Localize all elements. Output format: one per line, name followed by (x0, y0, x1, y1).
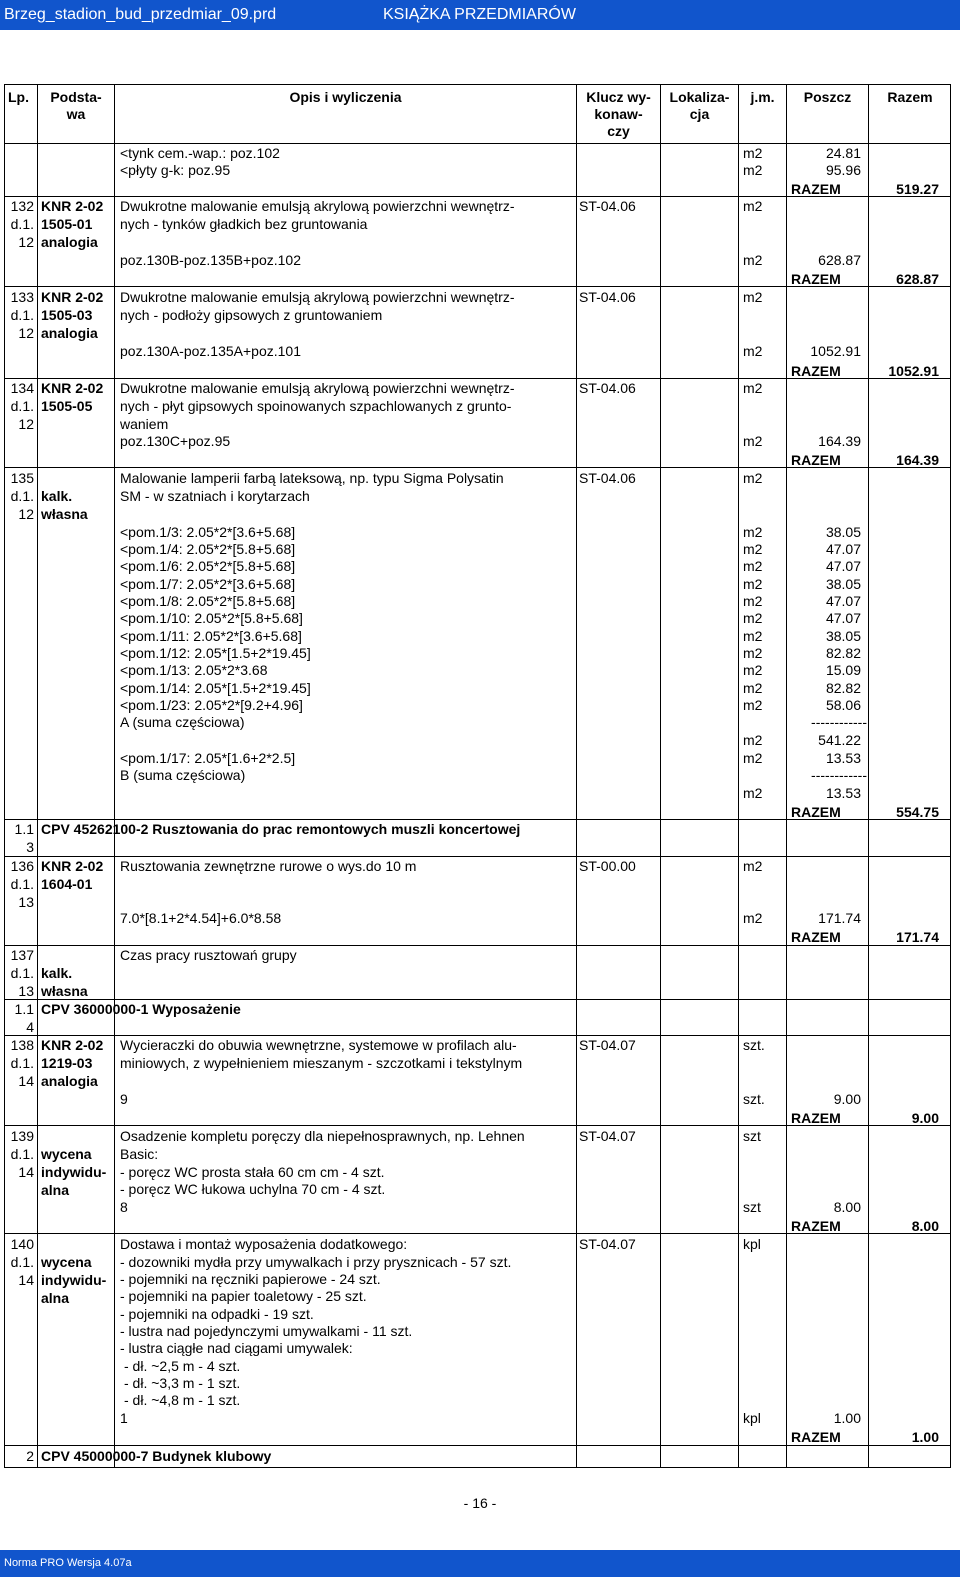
item-description: nych - podłoży gipsowych z gruntowaniem (120, 307, 383, 323)
item-description: Dwukrotne malowanie emulsją akrylową powierzchni wewnętrz- (120, 380, 515, 396)
col-opis: Opis i wyliczenia (289, 89, 402, 105)
unit: m2 (743, 162, 763, 178)
razem-label: RAZEM (791, 452, 841, 468)
item-basis: 1604-01 (41, 876, 93, 892)
unit: m2 (743, 576, 763, 592)
book-title: KSIĄŻKA PRZEDMIARÓW (383, 6, 576, 23)
calc-value: 47.07 (825, 610, 861, 626)
subtotal-value: 541.22 (818, 732, 861, 748)
calc-value: 13.53 (825, 750, 861, 766)
item-basis: KNR 2-02 (41, 1037, 104, 1053)
unit: m2 (743, 610, 763, 626)
item-description: - dł. ~3,3 m - 1 szt. (124, 1375, 241, 1391)
calc-line: <pom.1/8: 2.05*2*[5.8+5.68] (120, 593, 296, 609)
unit: m2 (743, 433, 763, 449)
razem-value: 164.39 (896, 452, 939, 468)
item-basis: analogia (41, 1073, 98, 1089)
unit: m2 (743, 558, 763, 574)
item-number: 140 (10, 1236, 34, 1252)
unit: m2 (743, 343, 763, 359)
item-description: Osadzenie kompletu poręczy dla niepełnosprawnych, np. Lehnen (120, 1128, 525, 1144)
calc-line: <pom.1/14: 2.05*[1.5+2*19.45] (120, 680, 311, 696)
row-divider (4, 1125, 951, 1126)
calc-value: 38.05 (825, 524, 861, 540)
item-basis: alna (41, 1182, 70, 1198)
calc-value: 1052.91 (810, 343, 861, 359)
item-basis: indywidu- (41, 1164, 107, 1180)
item-description: miniowych, z wypełnieniem mieszanym - szczotkami i tekstylnym (120, 1055, 523, 1071)
unit: m2 (743, 252, 763, 268)
item-number: 13 (18, 894, 34, 910)
calc-line: 1 (120, 1410, 128, 1426)
file-name: Brzeg_stadion_bud_przedmiar_09.prd (4, 6, 277, 23)
item-number: 14 (18, 1272, 34, 1288)
calc-line: <pom.1/23: 2.05*2*[9.2+4.96] (120, 697, 303, 713)
item-basis: indywidu- (41, 1272, 107, 1288)
item-key: ST-04.06 (579, 198, 636, 214)
item-description: - lustra ciągłe nad ciągami umywalek: (120, 1340, 353, 1356)
item-number: d.1. (10, 307, 34, 323)
unit: m2 (743, 593, 763, 609)
item-number: d.1. (10, 1146, 34, 1162)
calc-line: poz.130A-poz.135A+poz.101 (120, 343, 301, 359)
col-divider (114, 84, 115, 1468)
item-description: SM - w szatniach i korytarzach (120, 488, 310, 504)
razem-value: 1.00 (911, 1429, 939, 1445)
item-number: d.1. (10, 488, 34, 504)
item-description: Dostawa i montaż wyposażenia dodatkowego: (120, 1236, 408, 1252)
row-divider (4, 999, 951, 1000)
calc-line: <pom.1/6: 2.05*2*[5.8+5.68] (120, 558, 296, 574)
item-number: 14 (18, 1164, 34, 1180)
item-number: 12 (18, 325, 34, 341)
razem-label: RAZEM (791, 929, 841, 945)
razem-value: 8.00 (911, 1218, 939, 1234)
item-description: Czas pracy rusztowań grupy (120, 947, 297, 963)
calc-value: 38.05 (825, 628, 861, 644)
section-number: 3 (26, 839, 34, 855)
unit: m2 (743, 697, 763, 713)
calc-line: <pom.1/7: 2.05*2*[3.6+5.68] (120, 576, 296, 592)
item-basis: wycena (41, 1146, 92, 1162)
razem-value: 519.27 (896, 181, 939, 197)
section-title: CPV 45262100-2 Rusztowania do prac remontowych muszli koncertowej (41, 821, 521, 837)
item-basis: analogia (41, 234, 98, 250)
unit: m2 (743, 198, 763, 214)
calc-value: 82.82 (825, 645, 861, 661)
razem-value: 628.87 (896, 271, 939, 287)
unit: m2 (743, 524, 763, 540)
item-description: - dł. ~2,5 m - 4 szt. (124, 1358, 241, 1374)
item-number: 14 (18, 1073, 34, 1089)
unit: m2 (743, 732, 763, 748)
calc-value: 82.82 (825, 680, 861, 696)
calc-line: <pom.1/17: 2.05*[1.6+2*2.5] (120, 750, 296, 766)
item-basis: własna (41, 506, 88, 522)
item-number: 12 (18, 416, 34, 432)
subtotal-value: 13.53 (825, 785, 861, 801)
calc-value: 164.39 (818, 433, 861, 449)
item-number: d.1. (10, 1055, 34, 1071)
unit: m2 (743, 145, 763, 161)
row-divider (4, 1035, 951, 1036)
col-klucz-1: Klucz wy- (586, 89, 651, 105)
item-key: ST-04.06 (579, 470, 636, 486)
calc-line: <pom.1/4: 2.05*2*[5.8+5.68] (120, 541, 296, 557)
item-description: Dwukrotne malowanie emulsją akrylową powierzchni wewnętrz- (120, 289, 515, 305)
item-number: 137 (10, 947, 34, 963)
razem-label: RAZEM (791, 181, 841, 197)
item-description: waniem (120, 416, 169, 432)
col-podstawa-2: wa (66, 106, 86, 122)
item-number: d.1. (10, 1254, 34, 1270)
section-title: CPV 36000000-1 Wyposażenie (41, 1001, 241, 1017)
row-divider (4, 467, 951, 468)
subtotal-label: A (suma częściowa) (120, 714, 245, 730)
subtotal-dashes: ------------ (811, 767, 867, 783)
razem-value: 554.75 (896, 804, 939, 820)
col-divider (660, 84, 661, 1468)
row-divider (4, 286, 951, 287)
item-number: 12 (18, 234, 34, 250)
unit: m2 (743, 858, 763, 874)
unit: m2 (743, 541, 763, 557)
page-number: - 16 - (463, 1495, 497, 1511)
row-divider (4, 378, 951, 379)
razem-label: RAZEM (791, 804, 841, 820)
calc-line: 8 (120, 1199, 128, 1215)
item-number: 133 (10, 289, 34, 305)
item-number: 13 (18, 983, 34, 999)
item-number: 139 (10, 1128, 34, 1144)
unit: szt (743, 1128, 761, 1144)
col-divider (738, 84, 739, 1468)
calc-value: 47.07 (825, 593, 861, 609)
footer-bar (0, 1550, 960, 1577)
item-basis: 1219-03 (41, 1055, 93, 1071)
calc-value: 628.87 (818, 252, 861, 268)
subtotal-label: B (suma częściowa) (120, 767, 246, 783)
unit: kpl (743, 1410, 761, 1426)
calc-line: <pom.1/3: 2.05*2*[3.6+5.68] (120, 524, 296, 540)
calc-line: <pom.1/11: 2.05*2*[3.6+5.68] (120, 628, 302, 644)
col-podstawa-1: Podsta- (50, 89, 102, 105)
item-description: - dozowniki mydła przy umywalkach i przy prysznicach - 57 szt. (120, 1254, 512, 1270)
calc-value: 38.05 (825, 576, 861, 592)
item-number: 136 (10, 858, 34, 874)
unit: m2 (743, 910, 763, 926)
calc-line: 9 (120, 1091, 128, 1107)
calc-line: <pom.1/12: 2.05*[1.5+2*19.45] (120, 645, 311, 661)
item-description: Rusztowania zewnętrzne rurowe o wys.do 10 m (120, 858, 417, 874)
item-basis: 1505-01 (41, 216, 93, 232)
col-divider (576, 84, 577, 1468)
unit: m2 (743, 628, 763, 644)
item-basis: własna (41, 983, 88, 999)
unit: m2 (743, 680, 763, 696)
col-klucz-2: konaw- (594, 106, 643, 122)
item-key: ST-04.06 (579, 380, 636, 396)
item-description: nych - płyt gipsowych spoinowanych szpachlowanych z grunto- (120, 398, 512, 414)
item-key: ST-04.07 (579, 1128, 636, 1144)
subtotal-dashes: ------------ (811, 714, 867, 730)
row-divider (4, 819, 951, 820)
row-divider (4, 945, 951, 946)
razem-value: 9.00 (911, 1110, 939, 1126)
item-basis: KNR 2-02 (41, 380, 104, 396)
calc-value: 9.00 (833, 1091, 861, 1107)
item-key: ST-04.07 (579, 1037, 636, 1053)
calc-line: <pom.1/13: 2.05*2*3.68 (120, 662, 268, 678)
item-key: ST-04.06 (579, 289, 636, 305)
item-description: - pojemniki na ręczniki papierowe - 24 szt. (120, 1271, 381, 1287)
razem-label: RAZEM (791, 1110, 841, 1126)
item-description: Malowanie lamperii farbą lateksową, np. typu Sigma Polysatin (120, 470, 504, 486)
item-number: 12 (18, 506, 34, 522)
col-klucz-3: czy (607, 123, 630, 139)
calc-value: 1.00 (833, 1410, 861, 1426)
calc-value: 58.06 (825, 697, 861, 713)
calc-value: 171.74 (818, 910, 861, 926)
calc-value: 95.96 (825, 162, 861, 178)
item-basis: KNR 2-02 (41, 289, 104, 305)
calc-value: 15.09 (825, 662, 861, 678)
section-number: 1.1 (14, 821, 34, 837)
item-basis: KNR 2-02 (41, 858, 104, 874)
row-divider (4, 1233, 951, 1234)
software-version: Norma PRO Wersja 4.07a (4, 1557, 132, 1569)
item-number: d.1. (10, 398, 34, 414)
item-description: - lustra nad pojedynczymi umywalkami - 11 szt. (120, 1323, 413, 1339)
item-basis: 1505-05 (41, 398, 93, 414)
razem-value: 1052.91 (888, 363, 939, 379)
item-basis: kalk. (41, 965, 73, 981)
razem-label: RAZEM (791, 271, 841, 287)
item-description: Dwukrotne malowanie emulsją akrylową powierzchni wewnętrz- (120, 198, 515, 214)
row-divider (4, 1445, 951, 1446)
calc-value: 47.07 (825, 541, 861, 557)
item-basis: kalk. (41, 488, 73, 504)
calc-line: 7.0*[8.1+2*4.54]+6.0*8.58 (120, 910, 282, 926)
header-divider (4, 143, 951, 144)
item-key: ST-04.07 (579, 1236, 636, 1252)
calc-line: poz.130B-poz.135B+poz.102 (120, 252, 301, 268)
calc-value: 47.07 (825, 558, 861, 574)
item-basis: analogia (41, 325, 98, 341)
item-basis: KNR 2-02 (41, 198, 104, 214)
item-number: 138 (10, 1037, 34, 1053)
razem-label: RAZEM (791, 363, 841, 379)
calc-line: poz.130C+poz.95 (120, 433, 231, 449)
unit: szt. (743, 1037, 765, 1053)
item-number: d.1. (10, 876, 34, 892)
item-basis: alna (41, 1290, 70, 1306)
calc-value: 8.00 (833, 1199, 861, 1215)
item-description: nych - tynków gładkich bez gruntowania (120, 216, 368, 232)
row-divider (4, 856, 951, 857)
header-bar (0, 0, 960, 30)
item-number: d.1. (10, 216, 34, 232)
col-razem: Razem (887, 89, 933, 105)
razem-label: RAZEM (791, 1218, 841, 1234)
col-lp: Lp. (8, 89, 29, 105)
item-description: - pojemniki na odpadki - 19 szt. (120, 1306, 314, 1322)
col-jm: j.m. (750, 89, 775, 105)
item-number: d.1. (10, 965, 34, 981)
item-basis: wycena (41, 1254, 92, 1270)
section-number: 4 (26, 1019, 34, 1035)
item-description: Basic: (120, 1146, 159, 1162)
row-divider (4, 196, 951, 197)
col-lok-1: Lokaliza- (669, 89, 730, 105)
item-description: - dł. ~4,8 m - 1 szt. (124, 1392, 241, 1408)
calc-line: <płyty g-k: poz.95 (120, 162, 231, 178)
col-lok-2: cja (689, 106, 710, 122)
item-description: Wycieraczki do obuwia wewnętrzne, systemowe w profilach alu- (120, 1037, 517, 1053)
item-number: 135 (10, 470, 34, 486)
item-number: 132 (10, 198, 34, 214)
section-title: CPV 45000000-7 Budynek klubowy (41, 1448, 272, 1464)
unit: m2 (743, 750, 763, 766)
item-description: - poręcz WC prosta stała 60 cm cm - 4 szt. (120, 1164, 385, 1180)
unit: szt. (743, 1091, 765, 1107)
unit: m2 (743, 662, 763, 678)
unit: szt (743, 1199, 761, 1215)
item-description: - pojemniki na papier toaletowy - 25 szt. (120, 1288, 367, 1304)
calc-value: 24.81 (825, 145, 861, 161)
item-number: 134 (10, 380, 34, 396)
razem-value: 171.74 (896, 929, 939, 945)
razem-label: RAZEM (791, 1429, 841, 1445)
calc-line: <pom.1/10: 2.05*2*[5.8+5.68] (120, 610, 303, 626)
item-basis: 1505-03 (41, 307, 93, 323)
unit: m2 (743, 470, 763, 486)
unit: m2 (743, 645, 763, 661)
unit: kpl (743, 1236, 761, 1252)
item-description: - poręcz WC łukowa uchylna 70 cm - 4 szt. (120, 1181, 386, 1197)
unit: m2 (743, 785, 763, 801)
unit: m2 (743, 380, 763, 396)
col-divider (37, 84, 38, 1468)
section-number: 1.1 (14, 1001, 34, 1017)
col-divider (868, 84, 869, 1468)
calc-line: <tynk cem.-wap.: poz.102 (120, 145, 280, 161)
item-key: ST-00.00 (579, 858, 636, 874)
section-number: 2 (26, 1448, 34, 1464)
col-poszcz: Poszcz (803, 89, 852, 105)
unit: m2 (743, 289, 763, 305)
